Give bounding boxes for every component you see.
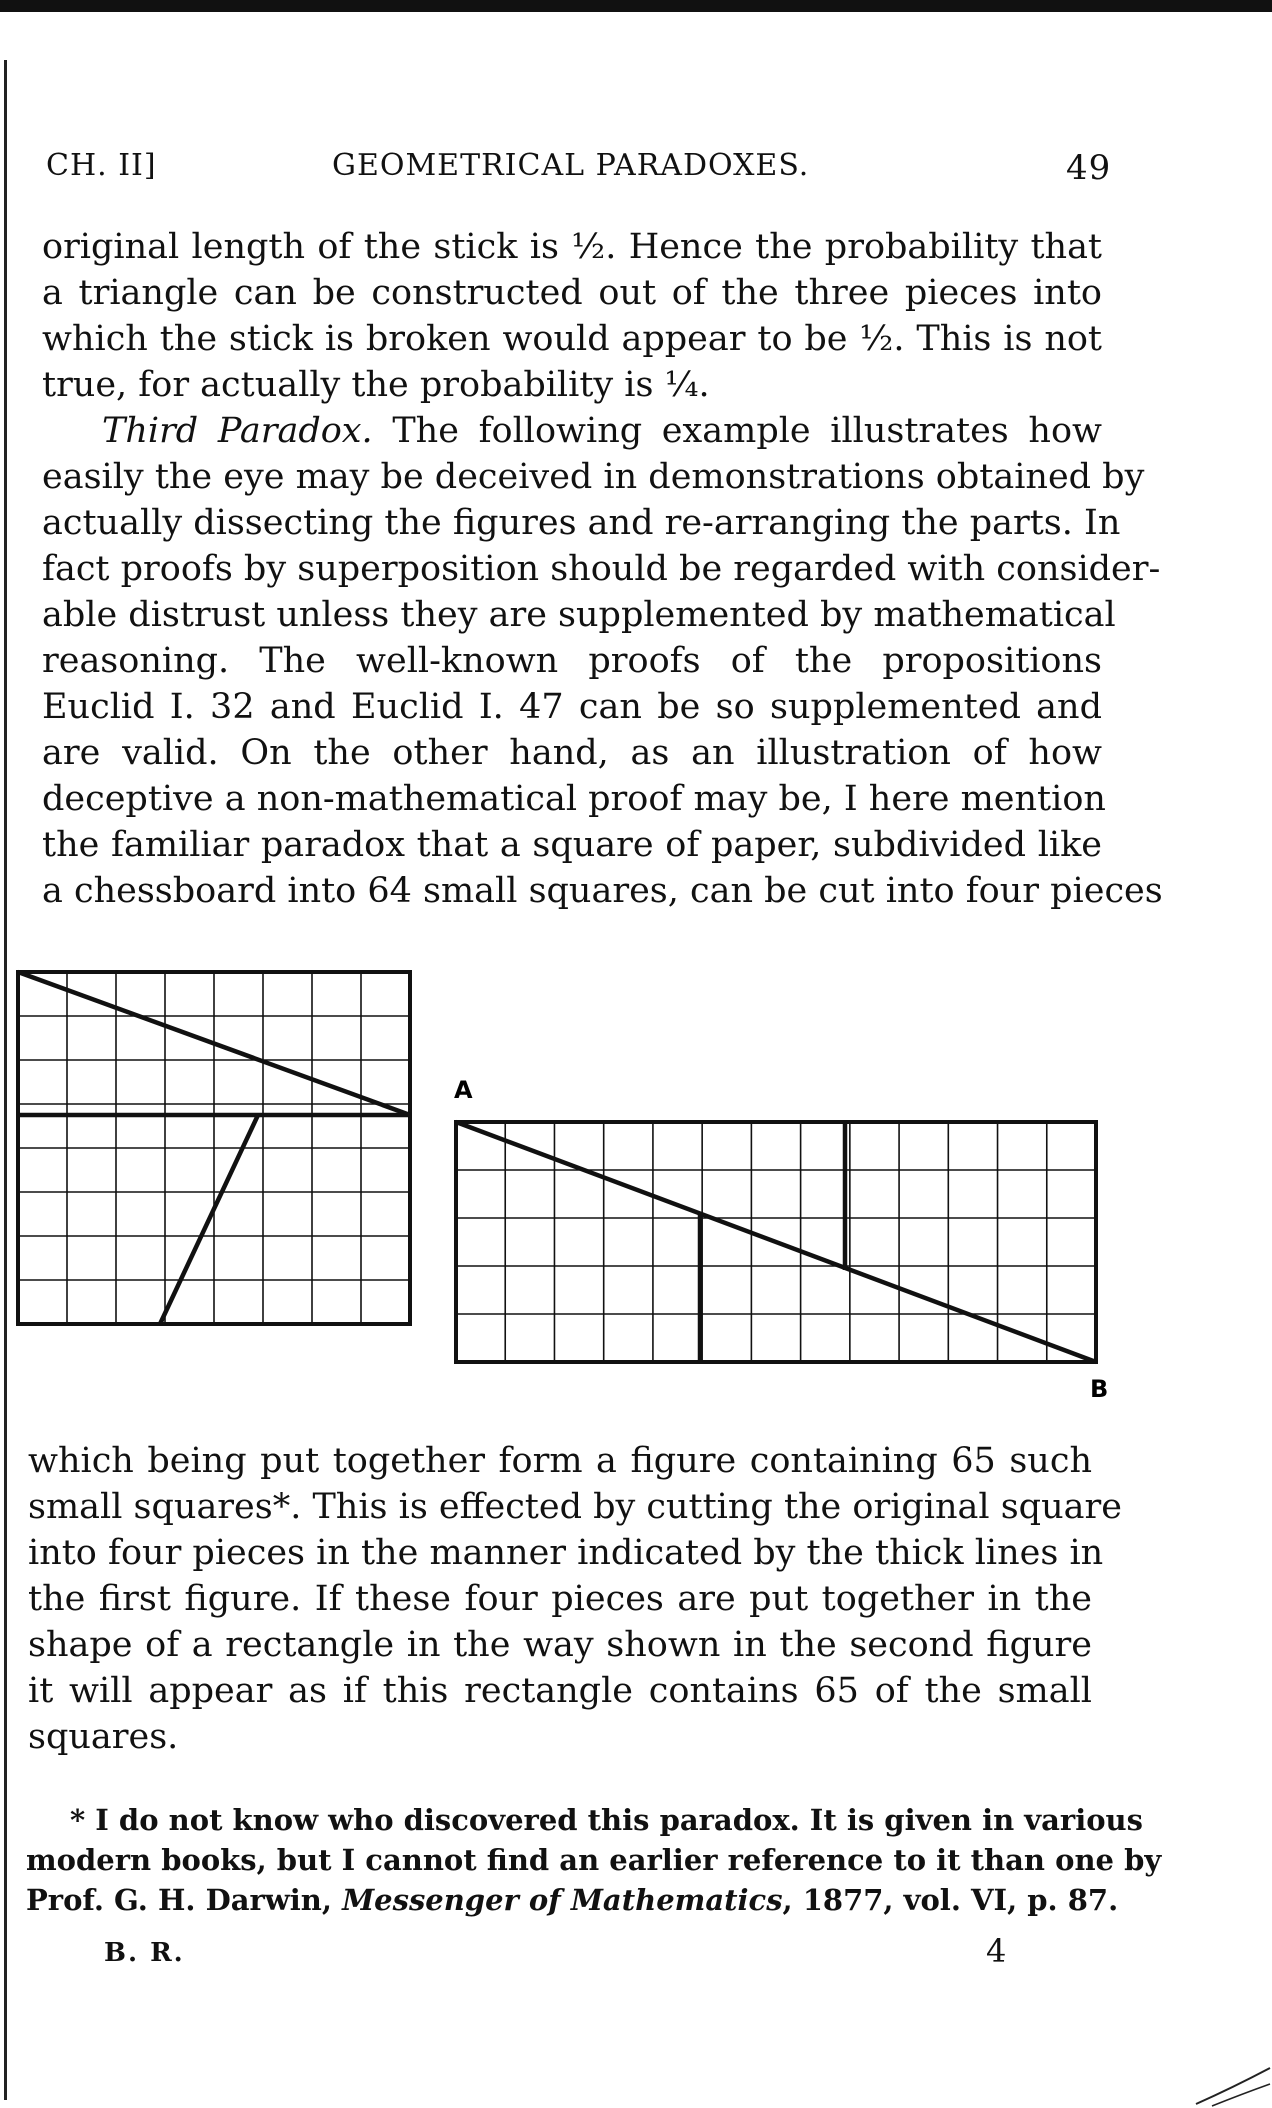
text-line: fact proofs by superposition should be regarded with consider- [42,549,1161,589]
signature-mark: B. R. [104,1938,185,1968]
text-line: original length of the stick is ½. Hence the probability that [42,227,1102,267]
text-line: small squares*. This is effected by cutting the original square [28,1487,1122,1527]
footnote-fragment: Prof. G. H. Darwin, [26,1883,343,1917]
signature-number: 4 [986,1932,1007,1970]
text-line: a chessboard into 64 small squares, can be cut into four pieces [42,871,1163,911]
footnote-journal: Messenger of Mathematics [342,1883,783,1917]
footnote-fragment: , 1877, vol. VI, p. 87. [782,1883,1119,1917]
square-grid-lines [18,972,410,1324]
paragraph-figure-explanation [28,1438,1122,1760]
text-line: shape of a rectangle in the way shown in the second figure [28,1625,1092,1665]
footnote-line: * I do not know who discovered this paradox. It is given in various [70,1803,1143,1837]
square-cut-slant [160,1115,258,1324]
paragraph-third-paradox [42,408,1163,914]
footnote [26,1800,1162,1920]
footnote-line-last [26,1880,1119,1920]
label-a: A [454,1076,473,1104]
text-line: which being put together form a figure containing 65 such [28,1441,1092,1481]
text-line: a triangle can be constructed out of the three pieces into [42,273,1102,313]
text-line: easily the eye may be deceived in demonstrations obtained by [42,457,1145,497]
label-b: B [1090,1375,1109,1403]
text-fragment: The following example illustrates how [372,411,1102,451]
figure-square-dissection [0,960,420,1380]
page-number: 49 [1066,148,1112,188]
running-head-title: GEOMETRICAL PARADOXES. [332,148,810,183]
text-line: it will appear as if this rectangle contains 65 of the small [28,1671,1092,1711]
text-line: which the stick is broken would appear to be ½. This is not [42,319,1102,359]
text-line: able distrust unless they are supplemented by mathematical [42,595,1116,635]
text-line-first [42,408,1102,454]
text-line: the familiar paradox that a square of paper, subdivided like [42,825,1102,865]
text-line: true, for actually the probability is ¼. [42,365,710,405]
paradox-heading: Third Paradox. [102,411,373,451]
text-line: Euclid I. 32 and Euclid I. 47 can be so supplemented and [42,687,1102,727]
text-line: reasoning. The well-known proofs of the propositions [42,641,1102,681]
paragraph-stick-probability [42,224,1102,408]
page-corner-curl [1192,2028,1272,2108]
page-top-edge [0,0,1272,12]
rectangle-diagonal [456,1122,1096,1362]
figure-rectangle-rearranged [440,1070,1120,1410]
footnote-line: modern books, but I cannot find an earlier reference to it than one by [26,1843,1162,1877]
text-line: are valid. On the other hand, as an illustration of how [42,733,1102,773]
text-line: squares. [28,1717,179,1757]
text-line: the first figure. If these four pieces are put together in the [28,1579,1092,1619]
text-line: actually dissecting the figures and re-arranging the parts. In [42,503,1121,543]
text-line: deceptive a non-mathematical proof may be, I here mention [42,779,1106,819]
text-line: into four pieces in the manner indicated by the thick lines in [28,1533,1104,1573]
running-head-chapter: CH. II] [46,148,157,183]
